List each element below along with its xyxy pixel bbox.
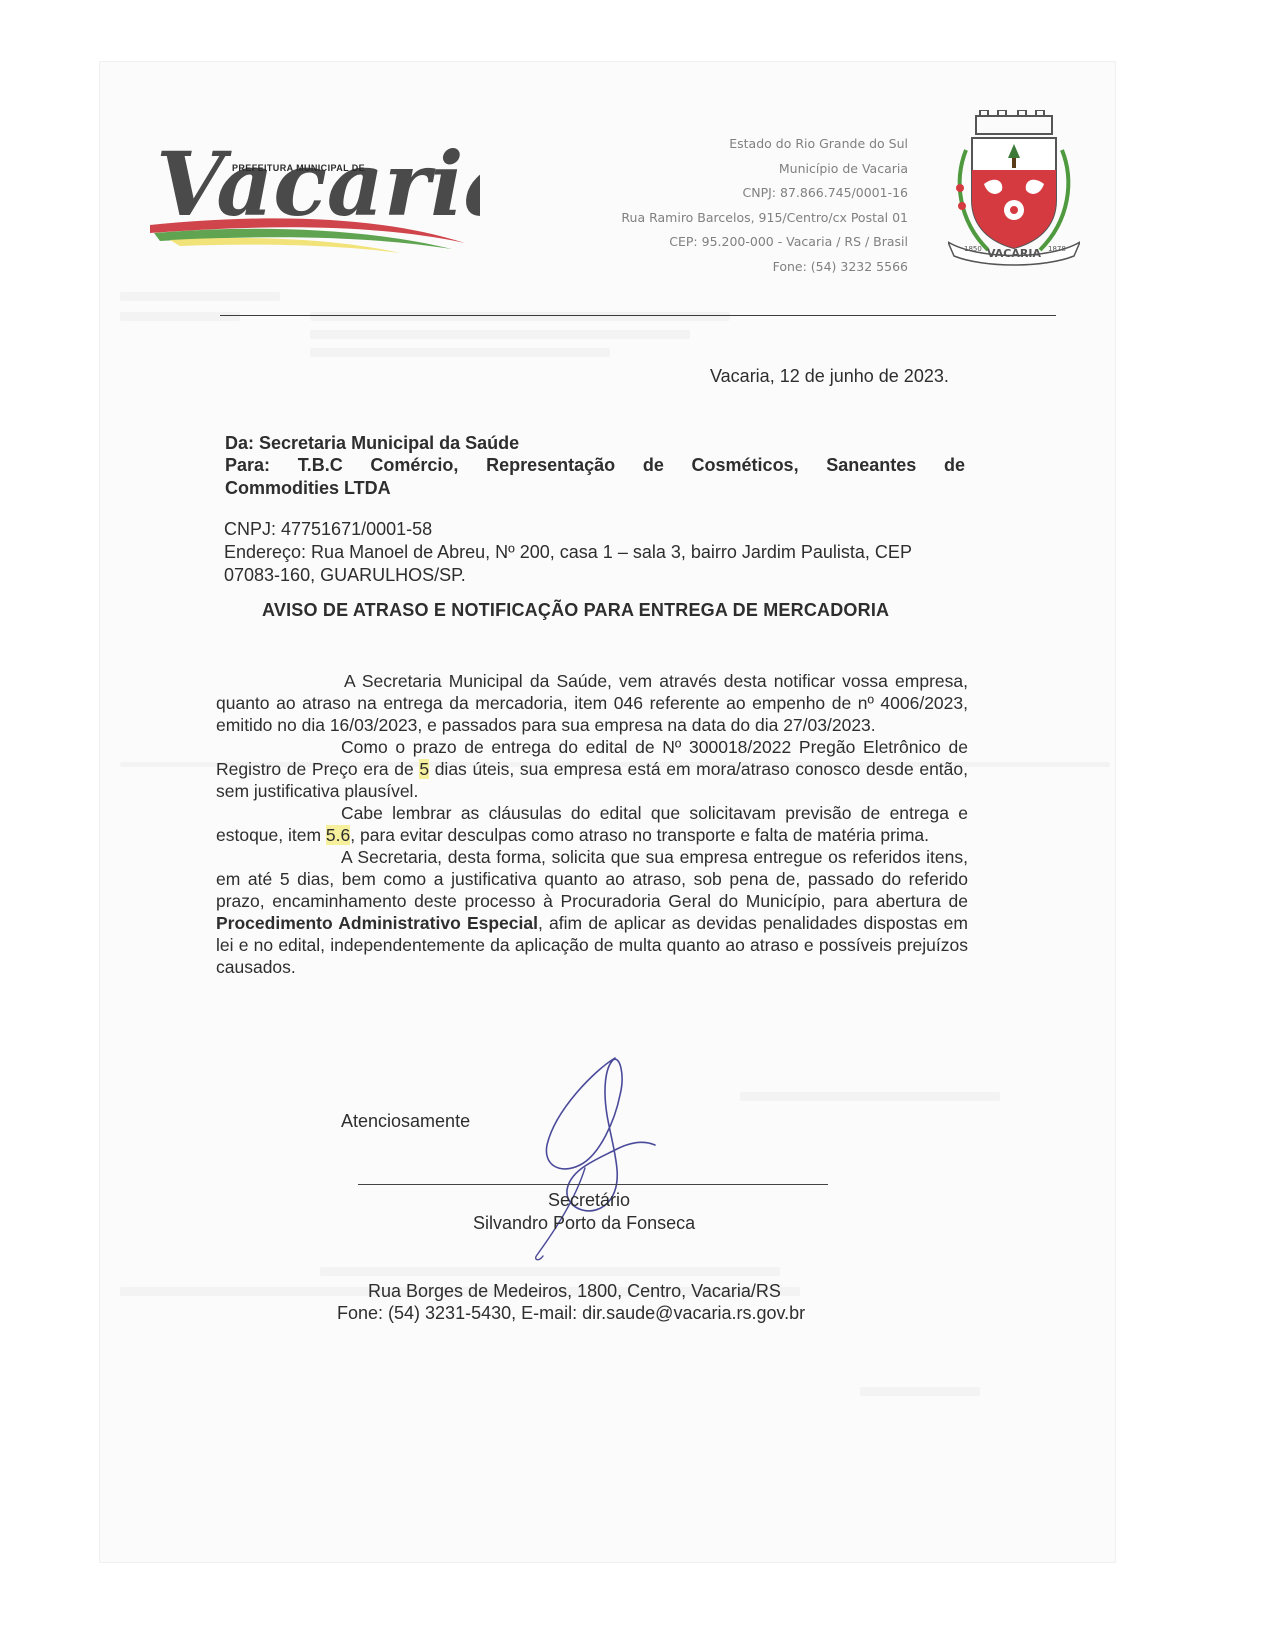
bleed-through-mark xyxy=(120,292,280,301)
municipal-coat-of-arms-icon xyxy=(948,110,1080,270)
body-paragraph-4 xyxy=(216,846,968,978)
body-paragraph-3-part-b: , para evitar desculpas como atraso no transporte e falta de matéria prima. xyxy=(350,825,930,845)
prefeitura-logo xyxy=(140,125,480,270)
recipient-line-2: Commodities LTDA xyxy=(225,478,391,498)
bleed-through-mark xyxy=(860,1387,980,1396)
crest-year-right: 1878 xyxy=(1048,245,1066,253)
footer-address: Rua Borges de Medeiros, 1800, Centro, Vacaria/RS xyxy=(368,1281,781,1301)
recipient-cnpj: CNPJ: 47751671/0001-58 xyxy=(224,519,433,539)
bleed-through-mark xyxy=(310,312,730,321)
header-info-line: Rua Ramiro Barcelos, 915/Centro/cx Postal 01 xyxy=(621,209,908,225)
footer-contact: Fone: (54) 3231-5430, E-mail: dir.saude@vacaria.rs.gov.br xyxy=(337,1303,806,1323)
closing-salutation: Atenciosamente xyxy=(341,1111,471,1131)
municipality-info xyxy=(621,132,908,279)
body-paragraph-1: A Secretaria Municipal da Saúde, vem através desta notificar vossa empresa, quanto ao atraso na entrega da mercadoria, item 046 referente ao empenho de nº 4006/2023, emitido no dia 16/03/2023, e passados para sua empresa na data do dia 27/03/2023. xyxy=(216,671,968,735)
highlighted-item-number: 5.6 xyxy=(325,825,351,845)
body-paragraph-3-part-a: Cabe lembrar as cláusulas do edital que solicitavam previsão de entrega e estoque, item xyxy=(216,803,968,845)
bleed-through-mark xyxy=(120,312,240,321)
bleed-through-mark xyxy=(310,348,610,357)
body-paragraph-3 xyxy=(216,802,968,846)
header-info-line: CEP: 95.200-000 - Vacaria / RS / Brasil xyxy=(669,234,908,249)
recipient-line-1: Para: T.B.C Comércio, Representação de Cosméticos, Saneantes de xyxy=(225,455,965,475)
body-paragraph-4-bold: Procedimento Administrativo Especial xyxy=(216,913,538,933)
bleed-through-mark xyxy=(740,1092,1000,1101)
header-info-line: Município de Vacaria xyxy=(778,160,908,176)
notice-body xyxy=(216,670,968,978)
logo-caption: PREFEITURA MUNICIPAL DE xyxy=(232,163,366,173)
bleed-through-mark xyxy=(310,330,690,339)
logo-name-text: Vacari xyxy=(156,132,464,236)
recipient-address-line-1: Endereço: Rua Manoel de Abreu, Nº 200, casa 1 – sala 3, bairro Jardim Paulista, CEP xyxy=(224,542,912,562)
vacaria-logo-graphic xyxy=(140,125,480,270)
signer-role: Secretário xyxy=(548,1190,631,1210)
header-info-line: CNPJ: 87.866.745/0001-16 xyxy=(742,185,908,200)
sender-line: Da: Secretaria Municipal da Saúde xyxy=(225,433,520,453)
header-divider xyxy=(220,315,1056,316)
body-paragraph-2-part-a: Como o prazo de entrega do edital de Nº 300018/2022 Pregão Eletrônico de Registro de Preço era de xyxy=(216,737,968,779)
header-info-line: Estado do Rio Grande do Sul xyxy=(729,136,908,151)
signer-name: Silvandro Porto da Fonseca xyxy=(473,1213,696,1233)
body-paragraph-4-part-b: , afim de aplicar as devidas penalidades dispostas em lei e no edital, independentemente da aplicação de multa quanto ao atraso e possíveis prejuízos causados. xyxy=(216,913,968,977)
signature-line xyxy=(358,1184,828,1185)
body-paragraph-4-part-a: A Secretaria, desta forma, solicita que sua empresa entregue os referidos itens, em até 5 dias, bem como a justificativa quanto ao atraso, sob pena de, passado do referido prazo, encaminhamento deste processo à Procuradoria Geral do Município, para abertura de xyxy=(216,847,968,911)
body-paragraph-2-part-b: dias úteis, sua empresa está em mora/atraso conosco desde então, sem justificativa plausível. xyxy=(216,759,968,801)
recipient-address-line-2: 07083-160, GUARULHOS/SP. xyxy=(224,565,466,585)
header-info-line: Fone: (54) 3232 5566 xyxy=(772,258,908,274)
bleed-through-mark xyxy=(320,1267,780,1276)
notice-title: AVISO DE ATRASO E NOTIFICAÇÃO PARA ENTREGA DE MERCADORIA xyxy=(262,600,890,620)
letter-date: Vacaria, 12 de junho de 2023. xyxy=(710,366,949,386)
crest-year-left: 1850 xyxy=(964,245,982,253)
highlighted-deadline-days: 5 xyxy=(419,759,430,779)
body-paragraph-2 xyxy=(216,736,968,802)
crest-ribbon-text: VACARIA xyxy=(987,247,1041,260)
